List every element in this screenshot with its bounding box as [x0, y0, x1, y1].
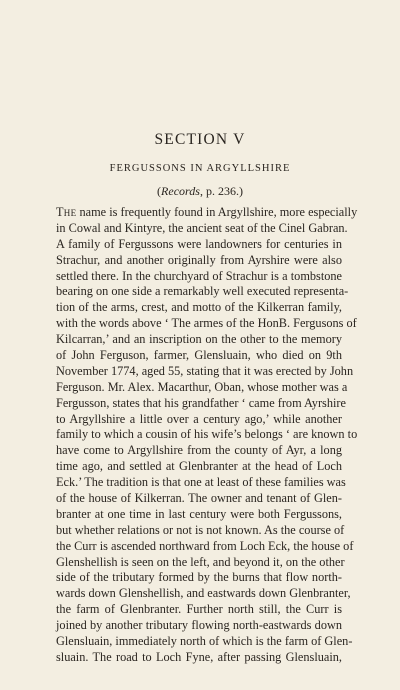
- lead-word: The: [56, 205, 77, 219]
- text-line: settled there. In the churchyard of Strachur is a tombstone: [56, 268, 342, 283]
- text-line: Ferguson. Mr. Alex. Macarthur, Oban, whose mother was a: [56, 379, 348, 394]
- text-line: the farm of Glenbranter. Further north still, the Curr is: [56, 602, 342, 617]
- text-line: the Curr is ascended northward from Loch Eck, the house of: [56, 538, 354, 553]
- text-line: November 1774, aged 55, stating that it was erected by John: [56, 363, 354, 378]
- text-line: A family of Fergussons were landowners for centuries in: [56, 236, 342, 251]
- body-text: [56, 205, 358, 666]
- text-line: of the house of Kilkerran. The owner and tenant of Glen-: [56, 491, 342, 506]
- text-line: branter at one time in last century were both Fergussons,: [56, 506, 342, 521]
- reference-open: (: [157, 184, 162, 198]
- text-line: but whether relations or not is not known. As the course of: [56, 522, 345, 537]
- text-line: wards down Glenshellish, and eastwards down Glenbranter,: [56, 586, 351, 601]
- text-line: Glenshellish is seen on the left, and beyond it, on the other: [56, 554, 345, 569]
- text-line: tion of the arms, crest, and motto of the Kilkerran family,: [56, 300, 342, 315]
- text-line: bearing on one side a remarkably well executed representa-: [56, 284, 349, 299]
- text-line: family to which a cousin of his wife’s belongs ‘ are known to: [56, 427, 358, 442]
- reference-italic: Records: [161, 184, 200, 198]
- text-line: have come to Argyllshire from the county of Ayr, a long: [56, 443, 342, 458]
- section-heading: SECTION V: [154, 131, 246, 148]
- text-line: Glensluain, immediately north of which is the farm of Glen-: [56, 634, 353, 649]
- text-line: The name is frequently found in Argyllshire, more especially: [56, 205, 358, 219]
- text-line: side of the tributary formed by the burns that flow north-: [56, 570, 342, 585]
- text-line: Fergusson, states that his grandfather ‘ came from Ayrshire: [56, 395, 346, 410]
- text-line: sluain. The road to Loch Fyne, after passing Glensluain,: [56, 649, 342, 664]
- text-line: Eck.’ The tradition is that one at least of these families was: [56, 475, 346, 490]
- text-line: of John Ferguson, farmer, Glensluain, who died on 9th: [56, 348, 342, 363]
- section-title: FERGUSSONS IN ARGYLLSHIRE: [109, 163, 291, 174]
- text-line: Strachur, and another originally from Ayrshire were also: [56, 252, 342, 267]
- text-line: to Argyllshire a little over a century ago,’ while another: [56, 411, 342, 426]
- text-line: in Cowal and Kintyre, the ancient seat of the Cinel Gabran.: [56, 220, 348, 235]
- text-line: Kilcarran,’ and an inscription on the other to the memory: [56, 332, 342, 347]
- text-line: with the words above ‘ The armes of the HonB. Fergusons of: [56, 316, 357, 331]
- text-line: joined by another tributary flowing north-eastwards down: [56, 618, 342, 633]
- reference-rest: , p. 236.): [199, 184, 243, 198]
- records-reference: [0, 183, 400, 199]
- text-line: time ago, and settled at Glenbranter at the head of Loch: [56, 459, 342, 474]
